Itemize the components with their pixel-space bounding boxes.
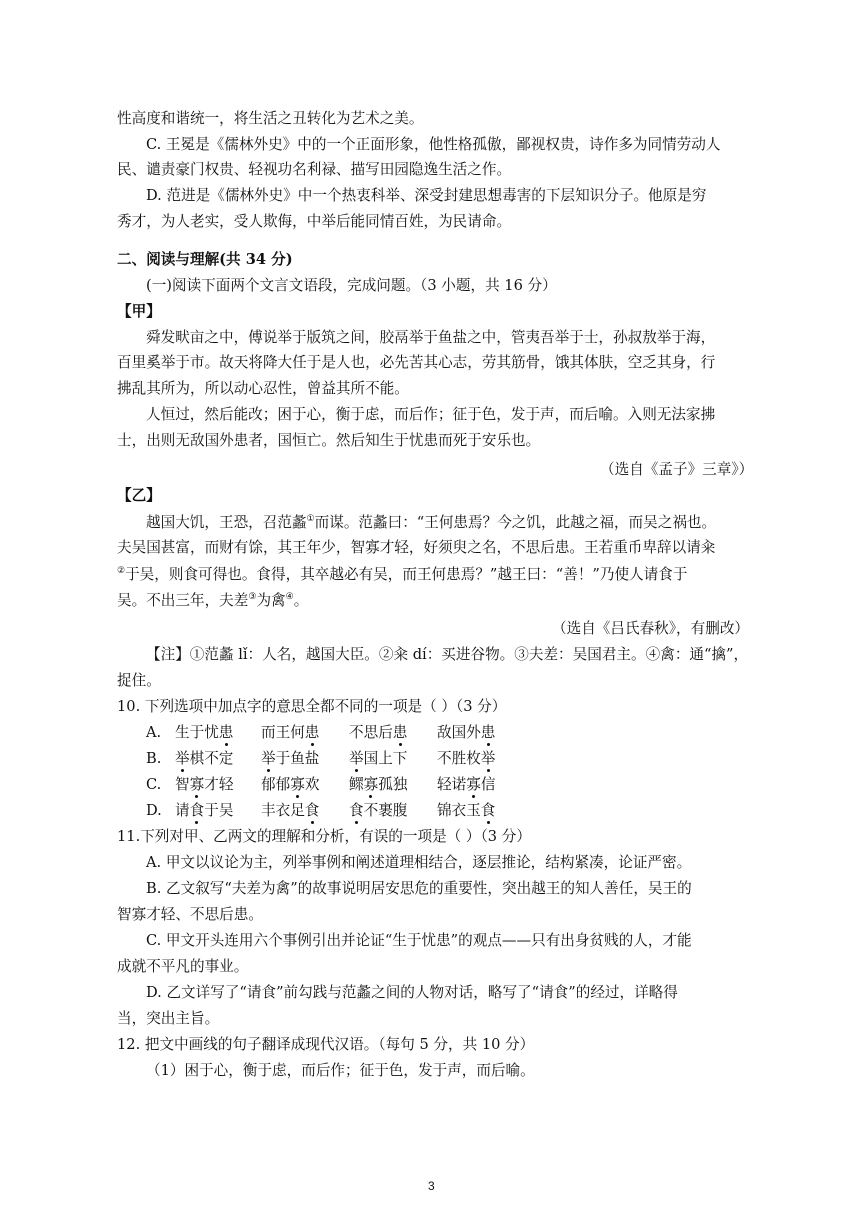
passage-jia-line: 拂乱其所为，所以动心忍性，曾益其所不能。 <box>117 380 409 397</box>
footnote-marker: ③ <box>248 592 257 602</box>
text-segment: 。入则无法家拂 <box>613 406 716 423</box>
footnote-marker: ② <box>117 566 126 576</box>
question-12-stem: 12. 把文中画线的句子翻译成现代汉语。（每句 5 分，共 10 分） <box>117 1036 535 1053</box>
text-segment: 而谋。范蠡曰：“王何患焉？今之饥，此越之福，而吴之祸也。 <box>314 514 717 531</box>
text-segment: 人恒过，然后能改； <box>146 406 278 423</box>
passage-jia-source: （选自《孟子》三章》） <box>600 461 754 478</box>
question-10-stem: 10. 下列选项中加点字的意思全都不同的一项是（ ）（3 分） <box>117 698 507 715</box>
passage-jia-line: 百里奚举于市。故天将降大任于是人也，必先苦其心志，劳其筋骨，饿其体肤，空乏其身，行 <box>117 354 716 371</box>
question-11-stem: 11.下列对甲、乙两文的理解和分析，有误的一项是（ ）（3 分） <box>117 828 531 845</box>
option-letter: B. <box>146 750 162 767</box>
option-phrase: 举于鱼盐 <box>261 750 320 767</box>
dotted-character: 举 <box>261 750 276 767</box>
option-letter: D. <box>146 802 162 819</box>
option-phrase: 食不裹腹 <box>349 802 408 819</box>
option-phrase: 郁郁寡欢 <box>261 776 320 793</box>
dotted-character: 寡 <box>363 776 379 793</box>
question-11-option-d-line2: 当，突出主旨。 <box>117 1010 220 1027</box>
text-segment: 。 <box>293 592 309 609</box>
option-letter: C. <box>146 776 162 793</box>
passage-yi-source: （选自《吕氏春秋》，有删改） <box>552 620 750 637</box>
dotted-character: 寡 <box>189 776 205 793</box>
dotted-character: 举 <box>349 750 364 767</box>
text-segment: 越国大饥，王恐，召范蠡 <box>146 514 307 531</box>
dotted-character: 举 <box>175 750 190 767</box>
option-phrase: 不思后患 <box>349 724 408 741</box>
section-heading: 二、阅读与理解(共 34 分) <box>117 251 293 268</box>
text-segment: 吴。不出三年，夫差 <box>117 592 249 609</box>
passage-jia-label: 【甲】 <box>117 303 161 320</box>
question-12-sentence-1: （1）困于心，衡于虑，而后作；征于色，发于声，而后喻。 <box>146 1062 535 1079</box>
option-phrase: 智寡才轻 <box>175 776 234 793</box>
option-phrase: 丰衣足食 <box>261 802 320 819</box>
text-segment: 于吴，则食可得也。食得，其卒越必有吴，而王何患焉？”越王曰：“善！”乃使人请食于 <box>125 566 688 583</box>
footnotes-line1: 【注】①范蠡 lǐ：人名，越国大臣。②籴 dí：买进谷物。③夫差：吴国君主。④禽：通“擒”， <box>146 646 749 663</box>
question-11-option-b-line2: 智寡才轻、不思后患。 <box>117 906 263 923</box>
option-letter: A. <box>146 724 162 741</box>
footnote-marker: ① <box>306 514 315 524</box>
option-phrase: 轻诺寡信 <box>437 776 496 793</box>
option-phrase: 请食于吴 <box>175 802 234 819</box>
passage-jia-line: 舜发畎亩之中，傅说举于版筑之间，胶鬲举于鱼盐之中，管夷吾举于士，孙叔敖举于海， <box>146 329 716 346</box>
option-d-line2: 秀才，为人老实，受人欺侮，中举后能同情百姓，为民请命。 <box>117 213 512 230</box>
option-d-line1: D. 范进是《儒林外史》中一个热衷科举、深受封建思想毒害的下层知识分子。他原是穷 <box>146 187 707 204</box>
option-phrase: 举棋不定 <box>175 750 234 767</box>
passage-jia-line: 士，出则无敌国外患者，国恒亡。然后知生于忧患而死于安乐也。 <box>117 432 541 449</box>
option-phrase: 举国上下 <box>349 750 408 767</box>
footnote-marker: ④ <box>285 592 294 602</box>
option-phrase: 鳏寡孤独 <box>349 776 408 793</box>
passage-yi-line <box>146 515 716 531</box>
question-11-option-c-line2: 成就不平凡的事业。 <box>117 958 249 975</box>
option-phrase: 锦衣玉食 <box>437 802 496 819</box>
passage-jia-line <box>146 408 715 423</box>
underlined-sentence: 困于心，衡于虑，而后作；征于色，发于声，而后喻 <box>277 406 614 423</box>
dotted-character: 食 <box>304 802 320 819</box>
section-intro: (一)阅读下面两个文言文语段，完成问题。（3 小题，共 16 分） <box>146 277 557 294</box>
text-line: 性高度和谐统一，将生活之丑转化为艺术之美。 <box>117 110 424 127</box>
question-11-option-b-line1: B. 乙文叙写“夫差为禽”的故事说明居安思危的重要性，突出越王的知人善任，吴王的 <box>146 880 692 897</box>
dotted-character: 患 <box>392 724 408 741</box>
dotted-character: 寡 <box>466 776 481 793</box>
option-phrase: 生于忧患 <box>175 724 234 741</box>
question-11-option-d-line1: D. 乙文详写了“请食”前勾践与范蠡之间的人物对话，略写了“请食”的经过，详略得 <box>146 984 678 1001</box>
passage-yi-label: 【乙】 <box>117 487 161 504</box>
text-segment: 为禽 <box>256 592 286 609</box>
option-c-line2: 民、谴责豪门权贵、轻视功名利禄、描写田园隐逸生活之作。 <box>117 161 512 178</box>
dotted-character: 寡 <box>290 776 305 793</box>
dotted-character: 食 <box>189 802 205 819</box>
passage-yi-line <box>117 567 687 583</box>
option-phrase: 敌国外患 <box>437 724 496 741</box>
question-11-option-a: A. 甲文以议论为主，列举事例和阐述道理相结合，逐层推论，结构紧凑，论证严密。 <box>146 854 692 871</box>
page-number: 3 <box>428 1179 435 1193</box>
dotted-character: 举 <box>480 750 496 767</box>
passage-yi-line <box>117 593 308 609</box>
option-c-line1: C. 王冕是《儒林外史》中的一个正面形象，他性格孤傲，鄙视权贵，诗作多为同情劳动人 <box>146 136 721 153</box>
dotted-character: 食 <box>480 802 496 819</box>
dotted-character: 患 <box>304 724 320 741</box>
dotted-character: 患 <box>218 724 234 741</box>
option-phrase: 而王何患 <box>261 724 320 741</box>
dotted-character: 患 <box>480 724 496 741</box>
passage-yi-line: 夫吴国甚富，而财有馀，其王年少，智寡才轻，好须臾之名，不思后患。王若重币卑辞以请籴 <box>117 539 716 556</box>
dotted-character: 食 <box>349 802 364 819</box>
option-phrase: 不胜枚举 <box>437 750 496 767</box>
question-11-option-c-line1: C. 甲文开头连用六个事例引出并论证“生于忧患”的观点——只有出身贫贱的人，才能 <box>146 932 692 949</box>
footnotes-line2: 捉住。 <box>117 672 161 689</box>
